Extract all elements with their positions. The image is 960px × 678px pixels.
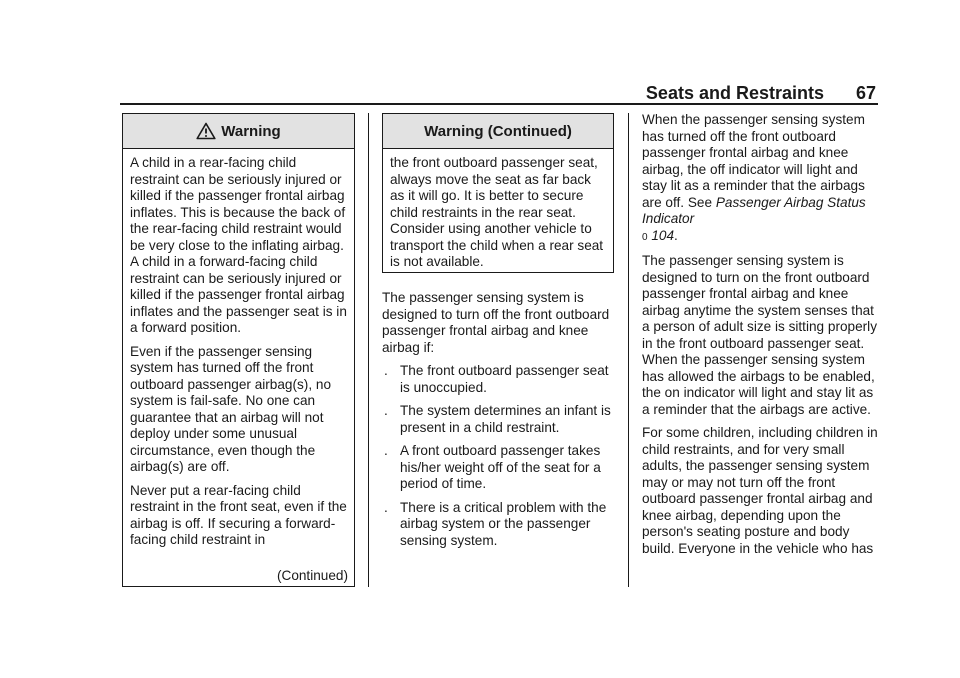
- warning-paragraph: Even if the passenger sensing system has turned off the front outboard passenger airbag(s), no system is fail-safe. No one can guarantee that an airbag will not deploy under some unusual circumstance, even though the airbag(s) are off.: [130, 343, 332, 474]
- warning-box-title: Warning: [221, 122, 281, 140]
- continued-label: (Continued): [276, 568, 348, 583]
- warning-box: [122, 113, 355, 587]
- adult-detection-paragraph: The passenger sensing system is designed to turn on the front outboard passenger frontal airbag and knee airbag anytime the system senses that a person of adult size is sitting properly in the front outboard passenger seat. When the passenger sensing system has allowed the airbags to be enabled, the on indicator will light and stay lit as a reminder that the airbags are active.: [642, 253, 877, 417]
- page-number: 67: [855, 83, 876, 103]
- intro-paragraph: The passenger sensing system is designed to turn off the front outboard passenger frontal airbag and knee airbag if:: [382, 290, 610, 355]
- indicator-paragraph-text: When the passenger sensing system has turned off the front outboard passenger frontal airbag and knee airbag, the off indicator will light and stay lit as a reminder that the airbags are off. See: [642, 112, 865, 210]
- list-item: [382, 443, 616, 493]
- column-divider-right: [628, 113, 629, 587]
- condition-list: [382, 363, 616, 549]
- list-item-text: There is a critical problem with the airbag system or the passenger sensing system.: [400, 499, 607, 548]
- list-item-text: The front outboard passenger seat is unoccupied.: [400, 363, 609, 395]
- warning-continued-body: [383, 149, 613, 271]
- sentence-end: .: [674, 227, 678, 243]
- warning-continued-text: the front outboard passenger seat, always move the seat as far back as it will go. It is better to secure child restraints in the rear seat. Consider using another vehicle to transport the child when a rear seat is not available.: [390, 155, 604, 269]
- warning-continued-box: [382, 113, 614, 273]
- bullet-marker: .: [384, 363, 388, 378]
- warning-paragraph: A child in a rear-facing child restraint can be seriously injured or killed if the passenger frontal airbag inflates. This is because the back of the rear-facing child restraint would be very close to the inflating airbag. A child in a forward-facing child restraint can be seriously injured or killed if the passenger frontal airbag inflates and the passenger seat is in a forward position.: [130, 155, 347, 335]
- cross-reference-page[interactable]: 104: [651, 227, 675, 243]
- warning-continued-title: Warning (Continued): [424, 122, 572, 140]
- indicator-paragraph: [642, 112, 878, 246]
- list-item-text: A front outboard passenger takes his/her weight off of the seat for a period of time.: [400, 443, 601, 491]
- warning-triangle-icon: [196, 122, 216, 140]
- page-header: [120, 83, 880, 103]
- cross-reference-link[interactable]: Passenger Airbag Status Indicator: [642, 194, 866, 226]
- list-item: [382, 500, 616, 550]
- bullet-marker: .: [384, 403, 388, 418]
- warning-box-header: [123, 114, 354, 149]
- list-item-text: The system determines an infant is present in a child restraint.: [400, 403, 611, 435]
- bullet-marker: .: [384, 499, 388, 515]
- children-paragraph: For some children, including children in child restraints, and for very small adults, the passenger sensing system may or may not turn off the front outboard passenger frontal airbag and knee airbag, depending upon the person's seating posture and body build. Everyone in the vehicle who has: [642, 425, 878, 556]
- list-item: [382, 363, 616, 396]
- middle-column-text: [382, 290, 616, 556]
- right-column-text: [642, 112, 878, 564]
- section-title: Seats and Restraints: [645, 83, 824, 103]
- warning-continued-header: [383, 114, 613, 149]
- list-item: [382, 403, 616, 436]
- bullet-marker: .: [384, 443, 388, 458]
- column-divider-left: [368, 113, 369, 587]
- page-ref-icon: 0: [642, 231, 648, 243]
- warning-box-body: [123, 149, 354, 549]
- warning-paragraph: Never put a rear-facing child restraint in the front seat, even if the airbag is off. If securing a forward-facing child restraint in: [130, 482, 347, 547]
- header-rule: [120, 103, 878, 105]
